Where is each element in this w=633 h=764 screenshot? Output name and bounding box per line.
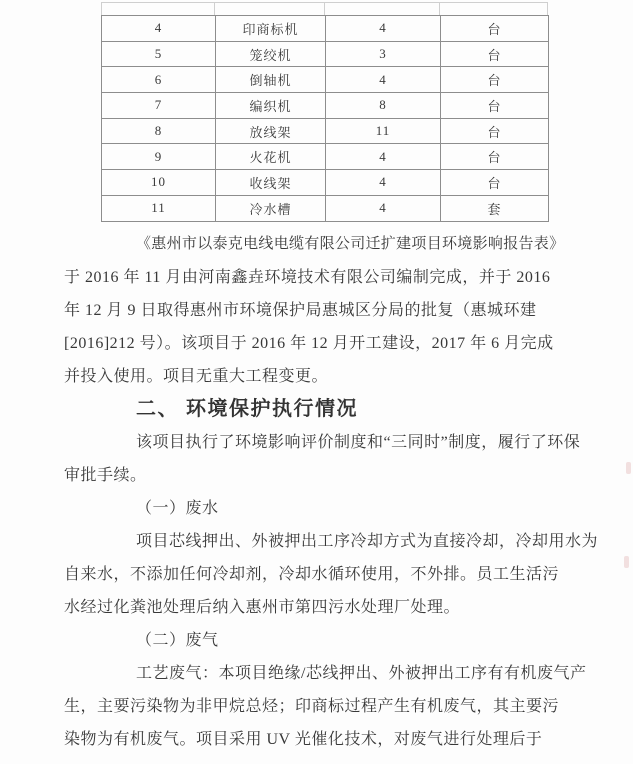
cell-name: 收线架 — [216, 170, 326, 196]
equipment-table — [101, 15, 549, 222]
table-row — [102, 195, 549, 221]
subsection-title: （一）废水 — [136, 500, 219, 517]
cell-no: 11 — [102, 195, 216, 221]
cutoff-row-border — [214, 2, 215, 16]
cell-name: 火花机 — [216, 144, 326, 170]
cell-no: 8 — [102, 118, 216, 144]
scan-artifact — [626, 462, 631, 474]
table-row — [102, 16, 549, 42]
table-row — [102, 67, 549, 93]
cell-unit: 套 — [441, 195, 549, 221]
cell-qty: 4 — [326, 16, 441, 42]
cell-qty: 8 — [326, 93, 441, 119]
cell-unit: 台 — [441, 93, 549, 119]
cell-unit: 台 — [441, 170, 549, 196]
cell-unit: 台 — [441, 67, 549, 93]
cell-unit: 台 — [441, 144, 549, 170]
cell-name: 放线架 — [216, 118, 326, 144]
cell-name: 冷水槽 — [216, 195, 326, 221]
doc-line: 生，主要污染物为非甲烷总烃；印商标过程产生有机废气，其主要污 — [64, 698, 560, 715]
cell-no: 9 — [102, 144, 216, 170]
cell-no: 10 — [102, 170, 216, 196]
cell-name: 笼绞机 — [216, 41, 326, 67]
cell-qty: 4 — [326, 195, 441, 221]
cell-qty: 4 — [326, 67, 441, 93]
doc-line: 项目芯线押出、外被押出工序冷却方式为直接冷却，冷却用水为 — [136, 533, 599, 550]
doc-line: 于 2016 年 11 月由河南鑫垚环境技术有限公司编制完成，并于 2016 — [64, 269, 551, 286]
cell-unit: 台 — [441, 118, 549, 144]
doc-line: 工艺废气：本项目绝缘/芯线押出、外被押出工序有有机废气产 — [136, 665, 587, 682]
cell-no: 5 — [102, 41, 216, 67]
cell-qty: 3 — [326, 41, 441, 67]
cell-unit: 台 — [441, 41, 549, 67]
doc-line: 年 12 月 9 日取得惠州市环境保护局惠城区分局的批复（惠城环建 — [64, 302, 537, 319]
cell-no: 6 — [102, 67, 216, 93]
cutoff-row-border — [547, 2, 548, 16]
doc-line: 染物为有机废气。项目采用 UV 光催化技术，对废气进行处理后于 — [64, 731, 543, 748]
cutoff-row-border — [101, 2, 102, 16]
cell-qty: 11 — [326, 118, 441, 144]
section-heading: 二、 环境保护执行情况 — [136, 398, 359, 420]
doc-line: 并投入使用。项目无重大工程变更。 — [64, 368, 329, 385]
cell-name: 编织机 — [216, 93, 326, 119]
doc-line: 自来水，不添加任何冷却剂，冷却水循环使用，不外排。员工生活污 — [64, 566, 560, 583]
cell-qty: 4 — [326, 144, 441, 170]
table-row — [102, 170, 549, 196]
cutoff-row-border — [439, 2, 440, 16]
cell-no: 7 — [102, 93, 216, 119]
doc-line: 《惠州市以泰克电线电缆有限公司迁扩建项目环境影响报告表》 — [136, 236, 565, 252]
doc-line: 该项目执行了环境影响评价制度和“三同时”制度，履行了环保 — [136, 434, 581, 451]
table-row — [102, 118, 549, 144]
cutoff-row-border — [324, 2, 325, 16]
doc-line: 水经过化粪池处理后纳入惠州市第四污水处理厂处理。 — [64, 599, 461, 616]
table-row — [102, 144, 549, 170]
cell-qty: 4 — [326, 170, 441, 196]
table-row — [102, 93, 549, 119]
doc-line: 审批手续。 — [64, 467, 147, 484]
cell-unit: 台 — [441, 16, 549, 42]
cell-name: 倒轴机 — [216, 67, 326, 93]
document-text — [64, 228, 604, 756]
table-row — [102, 41, 549, 67]
cell-no: 4 — [102, 16, 216, 42]
subsection-title: （二）废气 — [136, 632, 219, 649]
doc-line: [2016]212 号）。该项目于 2016 年 12 月开工建设，2017 年 6 月完成 — [64, 335, 554, 352]
cell-name: 印商标机 — [216, 16, 326, 42]
scan-artifact — [624, 556, 629, 568]
